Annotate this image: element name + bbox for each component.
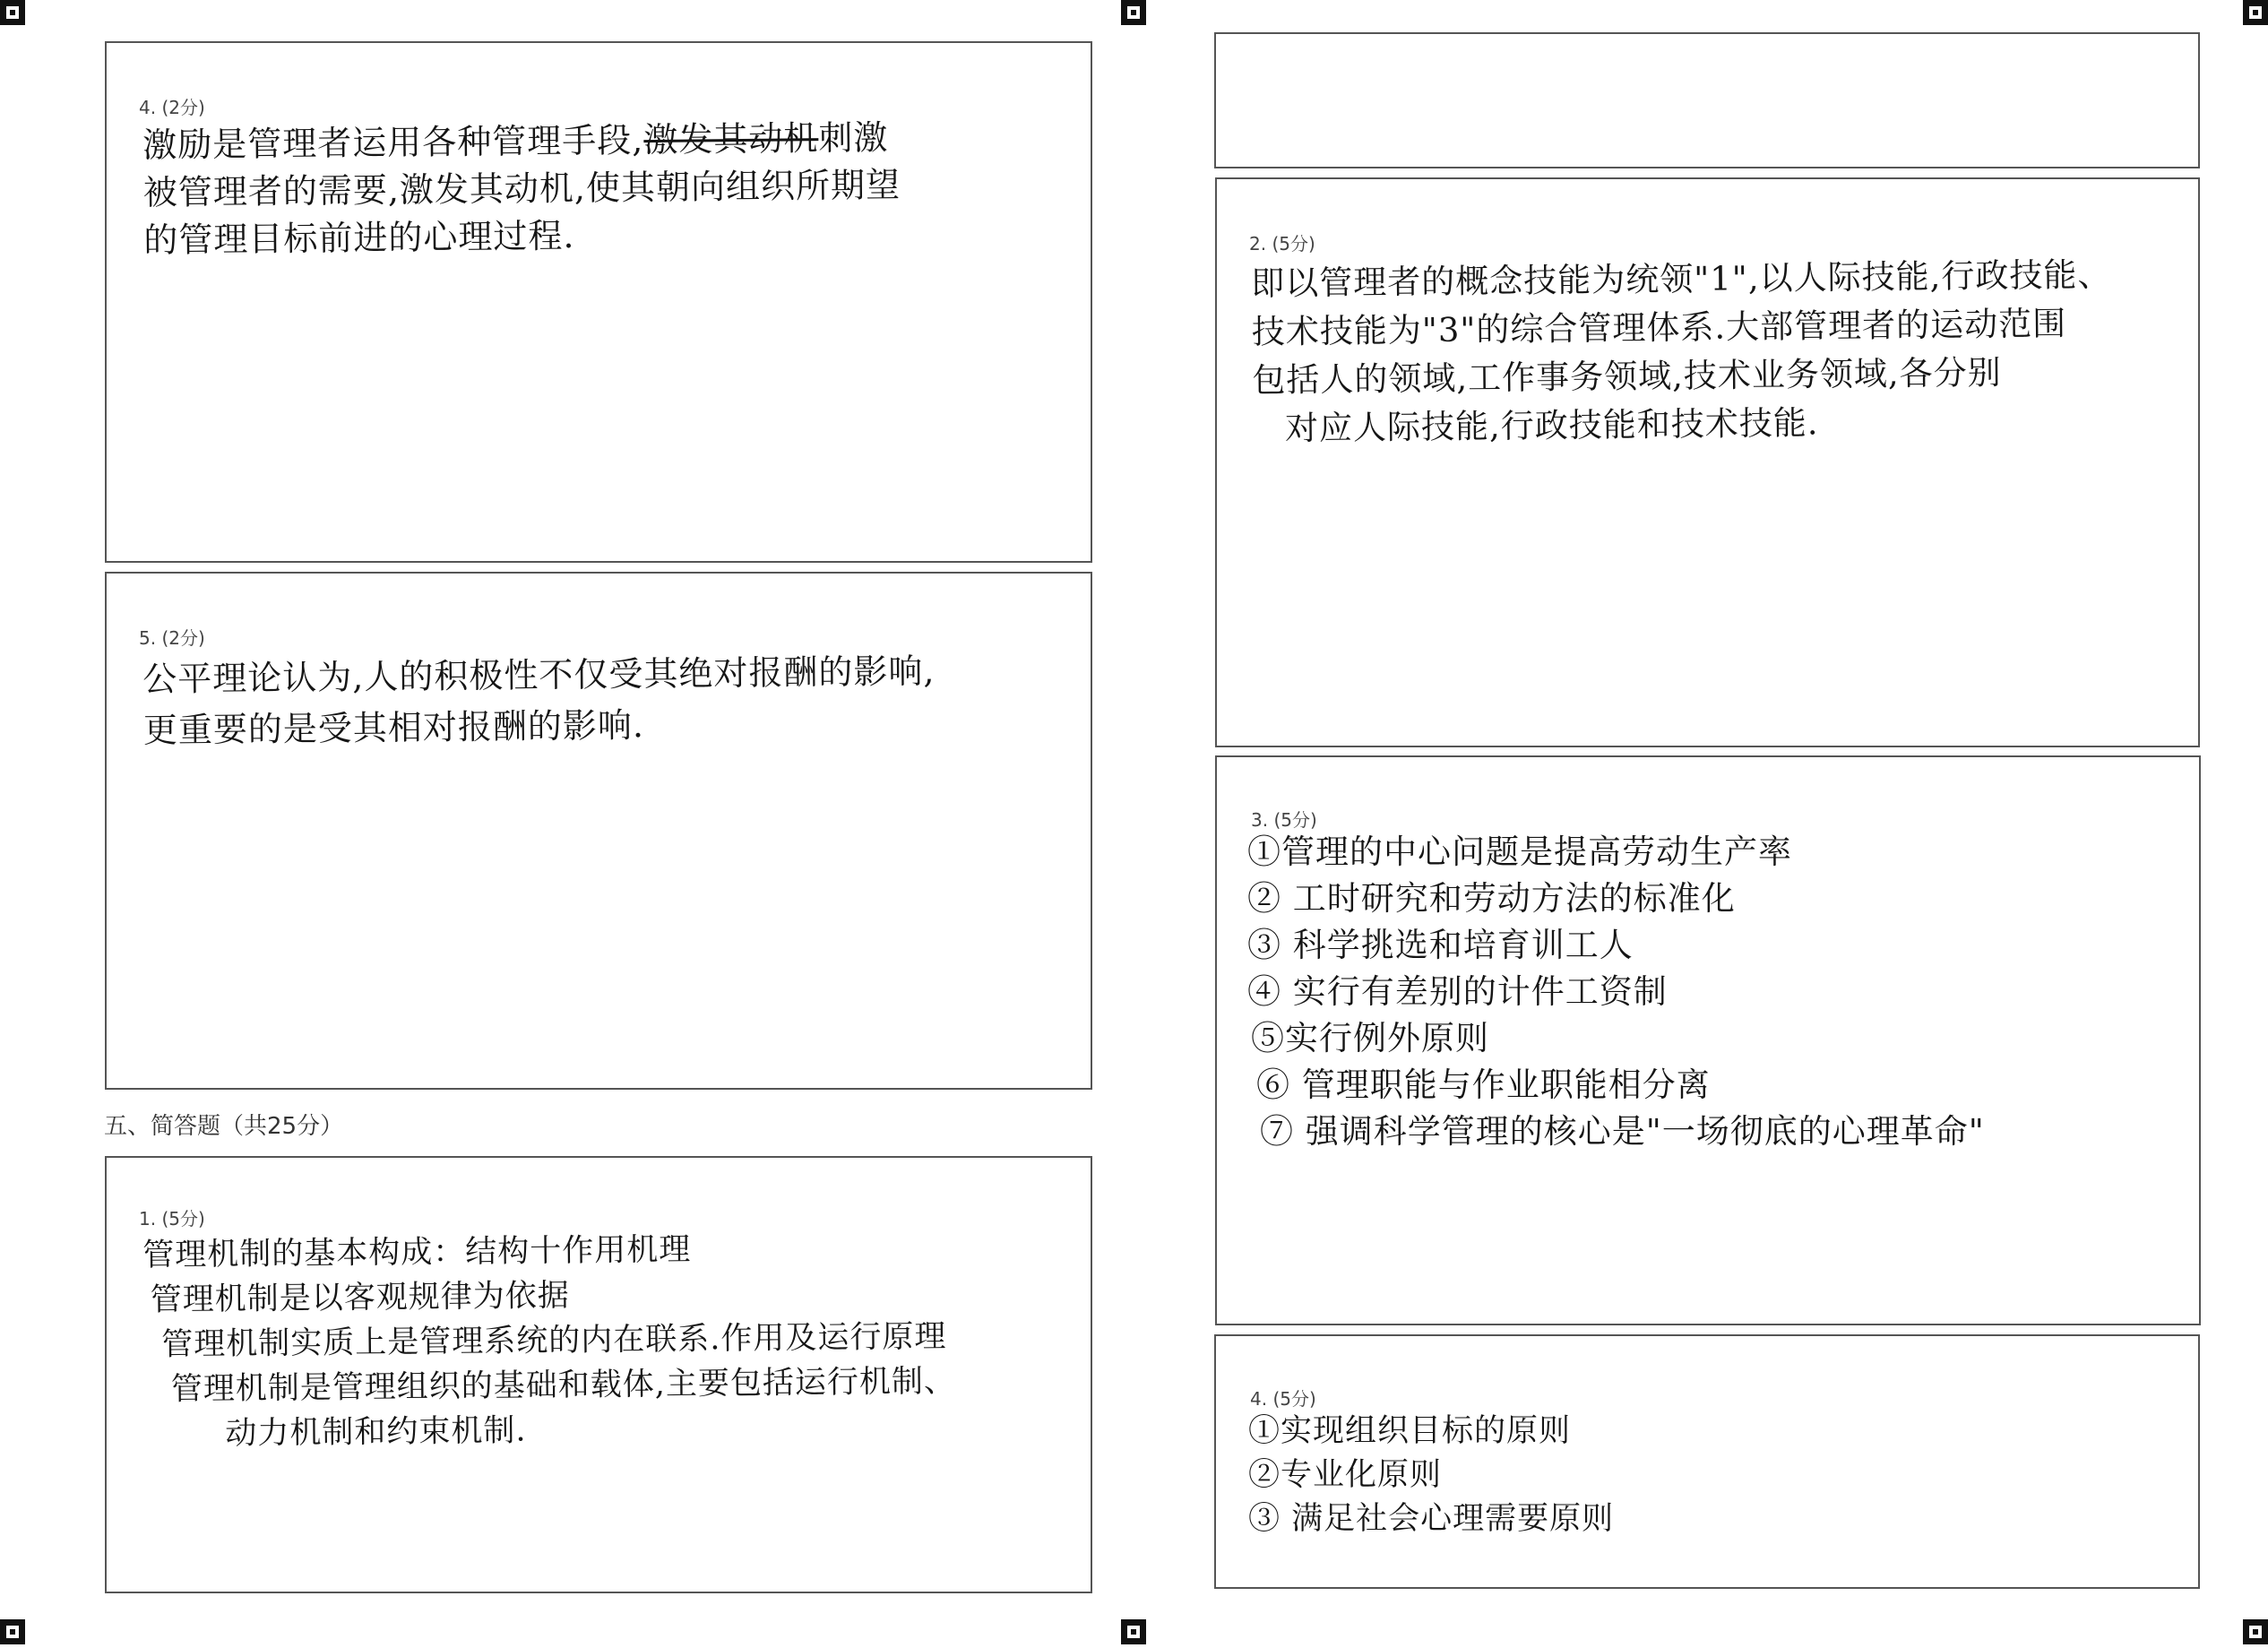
handwritten-answer [142, 114, 901, 264]
answer-line: 的管理目标前进的心理过程. [143, 215, 575, 260]
question-number: 5. (2分) [139, 627, 205, 649]
answer-line: ⑦ 强调科学管理的核心是"一场彻底的心理革命" [1260, 1112, 1985, 1151]
registration-marker-top-left [0, 0, 25, 25]
answer-box-short-answer-3 [1215, 755, 2201, 1325]
answer-line: 激励是管理者运用各种管理手段,激发其动机刺激 [142, 117, 889, 165]
answer-line: 管理机制是管理组织的基础和载体,主要包括运行机制、 [170, 1363, 957, 1408]
answer-line: ② 工时研究和劳动方法的标准化 [1247, 879, 1736, 918]
answer-box-right-top-continuation [1214, 32, 2200, 168]
registration-marker-top-center [1121, 0, 1146, 25]
answer-line: 更重要的是受其相对报酬的影响. [142, 705, 645, 750]
answer-line: ④ 实行有差别的计件工资制 [1247, 972, 1668, 1011]
answer-line: ③ 科学挑选和培育训工人 [1247, 926, 1634, 964]
registration-marker-bottom-center [1121, 1619, 1146, 1644]
answer-line: 即以管理者的概念技能为统领"1",以人际技能,行政技能、 [1251, 255, 2112, 303]
answer-line: 包括人的领域,工作事务领域,技术业务领域,各分别 [1252, 353, 2002, 400]
answer-box-short-answer-4 [1214, 1334, 2200, 1589]
answer-line: ⑥ 管理职能与作业职能相分离 [1256, 1066, 1711, 1104]
answer-box-left-q5 [105, 572, 1092, 1090]
handwritten-answer [142, 1225, 957, 1457]
handwritten-answer [1247, 829, 1985, 1155]
answer-box-short-answer-2 [1215, 177, 2200, 747]
answer-line: 管理机制是以客观规律为依据 [150, 1278, 570, 1318]
section-heading: 五、简答题（共25分） [104, 1113, 344, 1140]
answer-line: ①实现组织目标的原则 [1248, 1413, 1572, 1449]
question-number: 4. (2分) [139, 97, 205, 118]
answer-line: 对应人际技能,行政技能和技术技能. [1284, 403, 1819, 448]
registration-marker-bottom-right [2243, 1619, 2268, 1644]
handwritten-answer [1248, 1410, 1614, 1541]
answer-line: ③ 满足社会心理需要原则 [1248, 1501, 1615, 1537]
answer-line: ②专业化原则 [1248, 1457, 1443, 1493]
answer-line: 被管理者的需要,激发其动机,使其朝向组织所期望 [142, 165, 901, 212]
question-number: 2. (5分) [1249, 233, 1315, 255]
answer-line: ⑤实行例外原则 [1251, 1019, 1489, 1057]
answer-box-left-q4 [105, 41, 1092, 563]
answer-box-short-answer-1 [105, 1156, 1092, 1593]
question-number: 4. (5分) [1250, 1388, 1316, 1410]
answer-line: ①管理的中心问题是提高劳动生产率 [1247, 833, 1792, 871]
handwritten-answer [1251, 251, 2113, 453]
crossed-out-text: 激发其动机 [643, 118, 819, 160]
answer-line: 技术技能为"3"的综合管理体系.大部管理者的运动范围 [1251, 304, 2067, 351]
handwritten-answer [142, 648, 936, 755]
registration-marker-top-right [2243, 0, 2268, 25]
question-number: 1. (5分) [139, 1208, 205, 1230]
answer-line: 管理机制实质上是管理系统的内在联系.作用及运行原理 [161, 1318, 947, 1363]
registration-marker-bottom-left [0, 1619, 25, 1644]
answer-line: 公平理论认为,人的积极性不仅受其绝对报酬的影响, [142, 651, 936, 699]
question-number: 3. (5分) [1251, 809, 1317, 831]
answer-line: 动力机制和约束机制. [225, 1412, 527, 1453]
answer-line: 管理机制的基本构成：结构十作用机理 [142, 1231, 692, 1273]
